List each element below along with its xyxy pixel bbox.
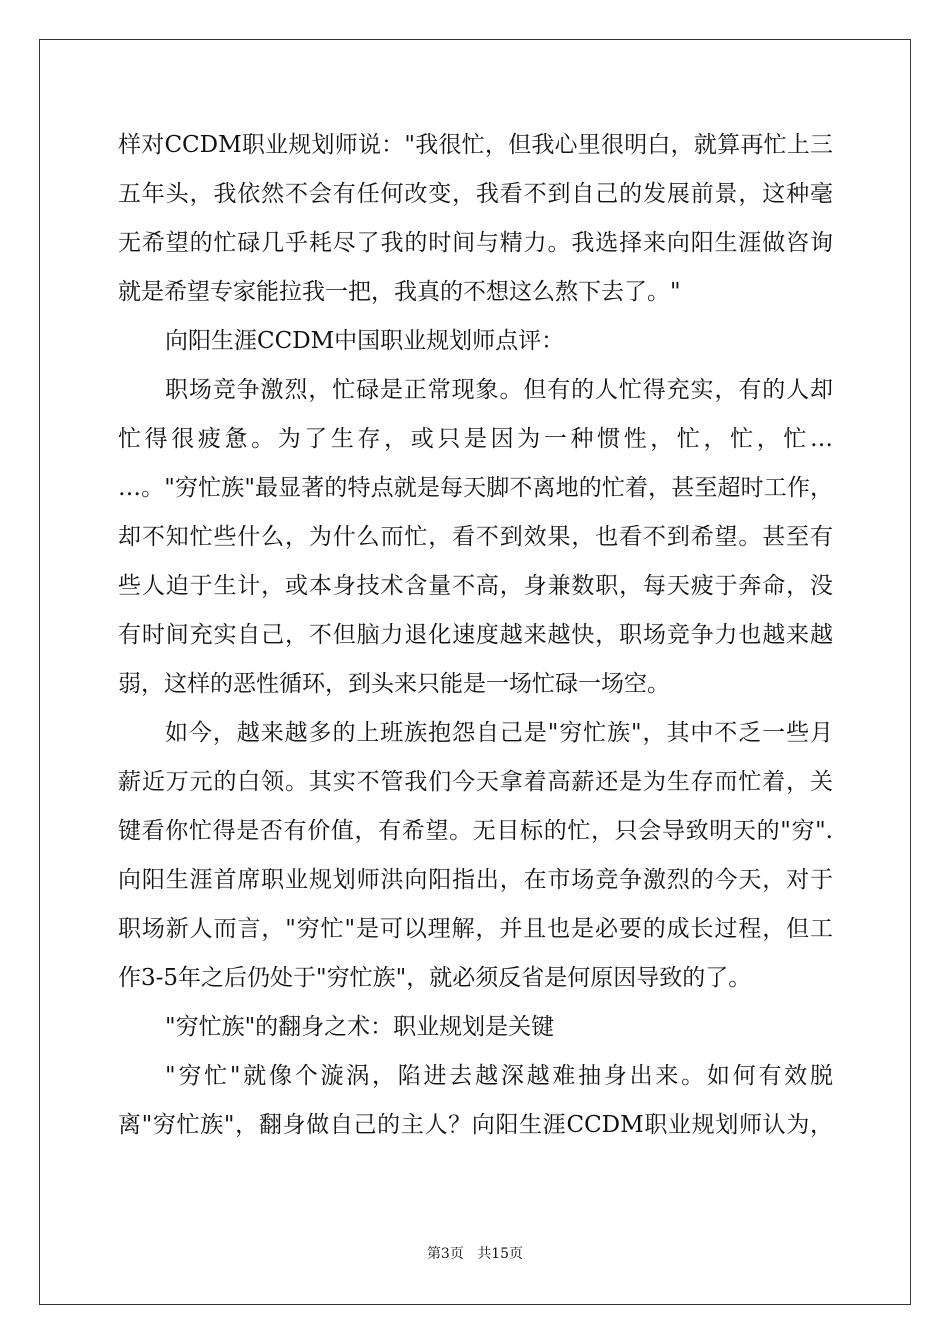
text-line: 向阳生涯CCDM中国职业规划师点评： — [165, 328, 565, 354]
footer-spacer — [464, 1246, 477, 1262]
text-line: "穷忙族"的翻身之术：职业规划是关键 — [165, 1014, 555, 1040]
document-body — [118, 121, 833, 1150]
text-line: 五年头，我依然不会有任何改变，我看不到自己的发展前景，这种毫 — [118, 181, 833, 207]
text-line: 离"穷忙族"，翻身做自己的主人？向阳生涯CCDM职业规划师认为， — [118, 1112, 833, 1138]
text-line: 键看你忙得是否有价值，有希望。无目标的忙，只会导致明天的"穷". — [118, 818, 833, 844]
page-footer — [0, 1245, 950, 1263]
page-number: 第3页 — [426, 1246, 464, 1262]
text-line: 却不知忙些什么，为什么而忙，看不到效果，也看不到希望。甚至有 — [118, 524, 833, 550]
text-line: 无希望的忙碌几乎耗尽了我的时间与精力。我选择来向阳生涯做咨询 — [118, 230, 833, 256]
text-line: 有时间充实自己，不但脑力退化速度越来越快，职场竞争力也越来越 — [118, 622, 833, 648]
text-line: 如今，越来越多的上班族抱怨自己是"穷忙族"，其中不乏一些月 — [165, 720, 833, 746]
text-line: 职场新人而言，"穷忙"是可以理解，并且也是必要的成长过程，但工 — [118, 916, 833, 942]
text-line: 薪近万元的白领。其实不管我们今天拿着高薪还是为生存而忙着，关 — [118, 769, 833, 795]
text-line: 就是希望专家能拉我一把，我真的不想这么熬下去了。" — [118, 279, 681, 305]
text-line: 作3-5年之后仍处于"穷忙族"，就必须反省是何原因导致的了。 — [118, 965, 752, 991]
text-line: 些人迫于生计，或本身技术含量不高，身兼数职，每天疲于奔命，没 — [118, 573, 833, 599]
text-line: 职场竞争激烈，忙碌是正常现象。但有的人忙得充实，有的人却 — [165, 377, 833, 403]
text-line: 向阳生涯首席职业规划师洪向阳指出，在市场竞争激烈的今天，对于 — [118, 867, 833, 893]
text-line: "穷忙"就像个漩涡，陷进去越深越难抽身出来。如何有效脱 — [165, 1063, 833, 1089]
text-line: 样对CCDM职业规划师说："我很忙，但我心里很明白，就算再忙上三 — [118, 132, 833, 158]
text-line: 弱，这样的恶性循环，到头来只能是一场忙碌一场空。 — [118, 671, 670, 697]
page-total: 共15页 — [477, 1246, 524, 1262]
text-line: …。"穷忙族"最显著的特点就是每天脚不离地的忙着，甚至超时工作， — [118, 475, 833, 501]
text-line: 忙得很疲惫。为了生存，或只是因为一种惯性，忙，忙，忙… — [118, 426, 833, 452]
